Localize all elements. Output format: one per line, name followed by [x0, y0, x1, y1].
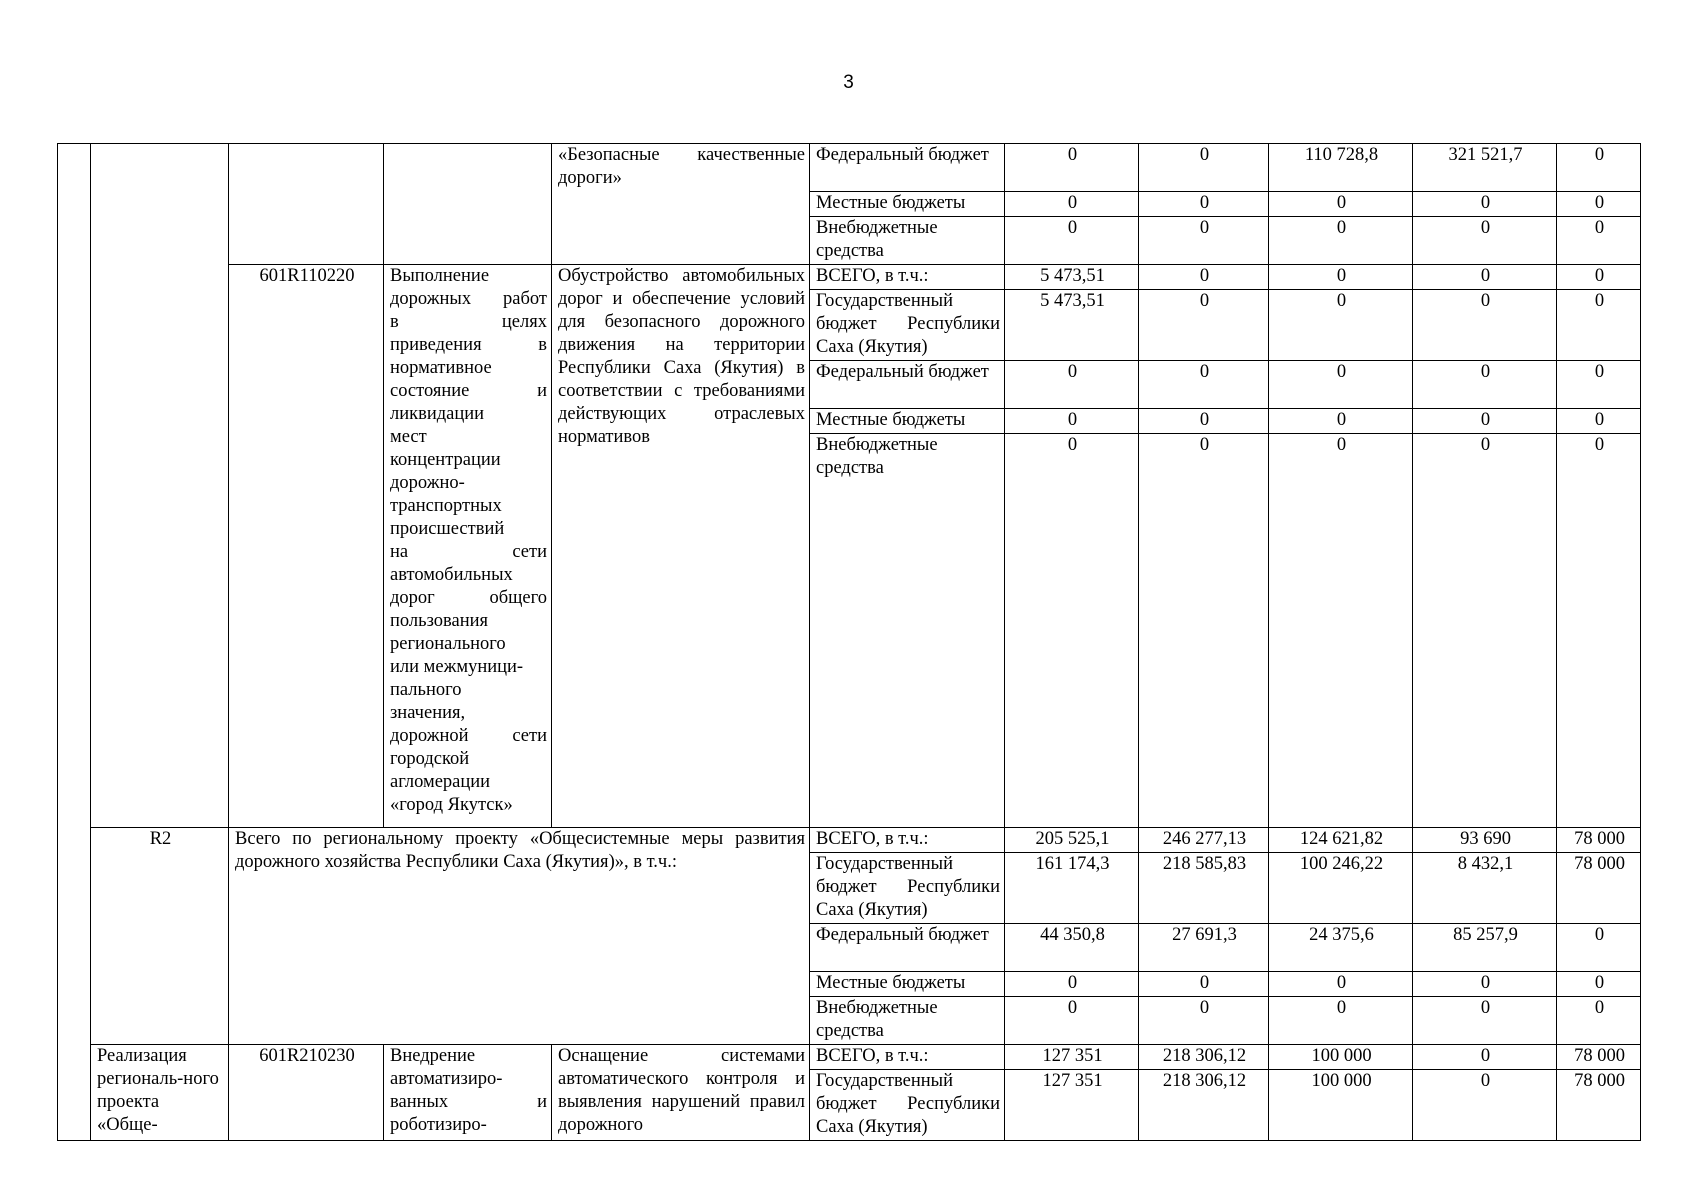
value-cell: 100 000 — [1269, 1045, 1413, 1070]
value-cell: 0 — [1413, 290, 1557, 361]
value-cell: 0 — [1557, 972, 1641, 997]
program-name-cell: Реализация региональ-ного проекта «Обще- — [91, 1045, 229, 1141]
value-cell: 8 432,1 — [1413, 853, 1557, 924]
table-row — [58, 265, 1641, 290]
value-cell: 0 — [1139, 290, 1269, 361]
value-cell: 161 174,3 — [1005, 853, 1139, 924]
table-row — [58, 144, 1641, 192]
value-cell: 78 000 — [1557, 1070, 1641, 1141]
value-cell: 0 — [1413, 192, 1557, 217]
value-cell: 0 — [1413, 997, 1557, 1045]
value-cell: 0 — [1139, 361, 1269, 409]
table-cell — [229, 144, 384, 265]
source-cell: Государственный бюджет Республики Саха (Якутия) — [810, 1070, 1005, 1141]
value-cell: 0 — [1269, 409, 1413, 434]
value-cell: 0 — [1005, 192, 1139, 217]
value-cell: 0 — [1269, 192, 1413, 217]
value-cell: 0 — [1557, 361, 1641, 409]
value-cell: 0 — [1139, 997, 1269, 1045]
source-cell: Внебюджетные средства — [810, 217, 1005, 265]
value-cell: 218 306,12 — [1139, 1045, 1269, 1070]
value-cell: 44 350,8 — [1005, 924, 1139, 972]
value-cell: 0 — [1269, 361, 1413, 409]
value-cell: 0 — [1557, 265, 1641, 290]
value-cell: 0 — [1005, 217, 1139, 265]
value-cell: 0 — [1269, 290, 1413, 361]
value-cell: 100 000 — [1269, 1070, 1413, 1141]
value-cell: 0 — [1139, 217, 1269, 265]
source-cell: Федеральный бюджет — [810, 144, 1005, 192]
value-cell: 0 — [1005, 361, 1139, 409]
value-cell: 0 — [1413, 265, 1557, 290]
code-cell: R2 — [91, 828, 229, 1045]
result-cell: Оснащение системами автоматического контроля и выявления нарушений правил дорожного — [552, 1045, 810, 1141]
value-cell: 0 — [1269, 997, 1413, 1045]
value-cell: 0 — [1269, 265, 1413, 290]
value-cell: 0 — [1557, 434, 1641, 828]
value-cell: 0 — [1413, 409, 1557, 434]
value-cell: 0 — [1413, 1070, 1557, 1141]
value-cell: 0 — [1269, 972, 1413, 997]
value-cell: 5 473,51 — [1005, 290, 1139, 361]
value-cell: 0 — [1005, 409, 1139, 434]
value-cell: 0 — [1413, 217, 1557, 265]
source-cell: ВСЕГО, в т.ч.: — [810, 828, 1005, 853]
value-cell: 127 351 — [1005, 1045, 1139, 1070]
activity-cell: Выполнение дорожных работ в целях приведения в нормативное состояние и ликвидации мест концентрации дорожно- транспортных происшествий на сети автомобильных дорог общего пользования регионального или межмуници- пального значения, дорожной сети городской агломерации «город Якутск» — [384, 265, 552, 828]
value-cell: 0 — [1139, 265, 1269, 290]
source-cell: ВСЕГО, в т.ч.: — [810, 265, 1005, 290]
value-cell: 100 246,22 — [1269, 853, 1413, 924]
activity-cell: Внедрение автоматизиро-ванных и роботизиро- — [384, 1045, 552, 1141]
value-cell: 0 — [1557, 192, 1641, 217]
value-cell: 78 000 — [1557, 1045, 1641, 1070]
page-number: 3 — [843, 72, 854, 93]
value-cell: 0 — [1005, 144, 1139, 192]
value-cell: 0 — [1413, 361, 1557, 409]
source-cell: Федеральный бюджет — [810, 924, 1005, 972]
source-cell: Внебюджетные средства — [810, 434, 1005, 828]
value-cell: 78 000 — [1557, 853, 1641, 924]
value-cell: 127 351 — [1005, 1070, 1139, 1141]
source-cell: Местные бюджеты — [810, 409, 1005, 434]
source-cell: Государственный бюджет Республики Саха (Якутия) — [810, 853, 1005, 924]
value-cell: 0 — [1557, 290, 1641, 361]
source-cell: Местные бюджеты — [810, 192, 1005, 217]
value-cell: 0 — [1139, 144, 1269, 192]
value-cell: 0 — [1557, 217, 1641, 265]
source-cell: ВСЕГО, в т.ч.: — [810, 1045, 1005, 1070]
value-cell: 124 621,82 — [1269, 828, 1413, 853]
value-cell: 85 257,9 — [1413, 924, 1557, 972]
source-cell: Местные бюджеты — [810, 972, 1005, 997]
value-cell: 0 — [1139, 409, 1269, 434]
value-cell: 0 — [1413, 1045, 1557, 1070]
description-cell: Всего по региональному проекту «Общесистемные меры развития дорожного хозяйства Республики Саха (Якутия)», в т.ч.: — [229, 828, 810, 1045]
table-cell — [58, 144, 91, 1141]
value-cell: 0 — [1005, 997, 1139, 1045]
source-cell: Внебюджетные средства — [810, 997, 1005, 1045]
table-row — [58, 828, 1641, 853]
code-cell: 601R110220 — [229, 265, 384, 828]
value-cell: 0 — [1005, 972, 1139, 997]
value-cell: 5 473,51 — [1005, 265, 1139, 290]
value-cell: 78 000 — [1557, 828, 1641, 853]
value-cell: 0 — [1413, 972, 1557, 997]
value-cell: 0 — [1557, 924, 1641, 972]
source-cell: Федеральный бюджет — [810, 361, 1005, 409]
project-name-cell: «Безопасные качественные дороги» — [552, 144, 810, 265]
value-cell: 0 — [1139, 434, 1269, 828]
value-cell: 0 — [1139, 972, 1269, 997]
value-cell: 0 — [1557, 997, 1641, 1045]
value-cell: 27 691,3 — [1139, 924, 1269, 972]
value-cell: 0 — [1005, 434, 1139, 828]
value-cell: 321 521,7 — [1413, 144, 1557, 192]
value-cell: 0 — [1557, 409, 1641, 434]
table-row — [58, 1045, 1641, 1070]
value-cell: 0 — [1557, 144, 1641, 192]
table-cell — [384, 144, 552, 265]
value-cell: 218 585,83 — [1139, 853, 1269, 924]
value-cell: 110 728,8 — [1269, 144, 1413, 192]
value-cell: 246 277,13 — [1139, 828, 1269, 853]
value-cell: 24 375,6 — [1269, 924, 1413, 972]
value-cell: 218 306,12 — [1139, 1070, 1269, 1141]
value-cell: 0 — [1413, 434, 1557, 828]
value-cell: 205 525,1 — [1005, 828, 1139, 853]
table-cell — [91, 144, 229, 828]
result-cell: Обустройство автомобильных дорог и обеспечение условий для безопасного дорожного движения на территории Республики Саха (Якутия) в соответствии с требованиями действующих отраслевых нормативов — [552, 265, 810, 828]
value-cell: 0 — [1139, 192, 1269, 217]
code-cell: 601R210230 — [229, 1045, 384, 1141]
value-cell: 93 690 — [1413, 828, 1557, 853]
budget-table — [57, 143, 1641, 1141]
source-cell: Государственный бюджет Республики Саха (Якутия) — [810, 290, 1005, 361]
value-cell: 0 — [1269, 217, 1413, 265]
value-cell: 0 — [1269, 434, 1413, 828]
